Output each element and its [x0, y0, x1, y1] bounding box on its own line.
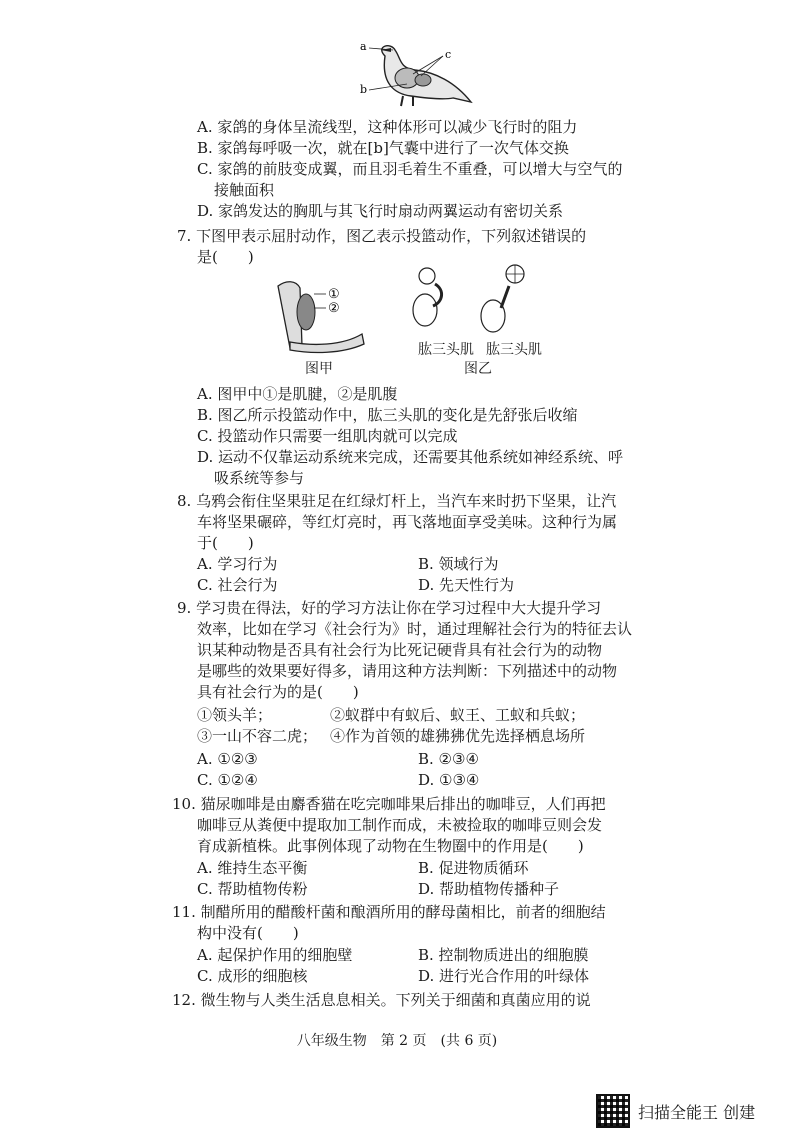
q9-item-1: ①领头羊；: [197, 706, 273, 724]
q8-option-c: C. 社会行为: [197, 576, 278, 594]
q7-option-d-cont: 吸系统等参与: [214, 469, 305, 487]
q9-item-2: ②蚁群中有蚁后、蚁王、工蚁和兵蚁；: [330, 706, 586, 724]
q9-item-4: ④作为首领的雄狒狒优先选择栖息场所: [330, 727, 586, 745]
q11-option-d: D. 进行光合作用的叶绿体: [418, 967, 590, 985]
page-footer: 八年级生物 第 2 页 (共 6 页): [296, 1033, 498, 1049]
pigeon-label-b: b: [360, 83, 368, 96]
q8-option-a: A. 学习行为: [197, 555, 278, 573]
q9-option-a: A. ①②③: [197, 750, 258, 768]
q6-option-b: B. 家鸽每呼吸一次，就在[b]气囊中进行了一次气体交换: [197, 139, 569, 157]
q9-item-3: ③一山不容二虎；: [197, 727, 318, 745]
q9-option-b: B. ②③④: [418, 750, 479, 768]
q10-option-d: D. 帮助植物传播种子: [418, 880, 560, 898]
fig-jia-caption: 图甲: [305, 361, 333, 377]
fig-yi-caption: 图乙: [464, 361, 492, 377]
q11-option-b: B. 控制物质进出的细胞膜: [418, 946, 589, 964]
q9-option-c: C. ①②④: [197, 771, 258, 789]
fig-yi-muscle-label-2: 肱三头肌: [486, 342, 542, 358]
q11-stem: 11. 制醋所用的醋酸杆菌和酿酒所用的酵母菌相比，前者的细胞结: [172, 903, 606, 921]
arm-flexion-figure: [272, 276, 372, 356]
q7-option-c: C. 投篮动作只需要一组肌肉就可以完成: [197, 427, 458, 445]
q7-option-b: B. 图乙所示投篮动作中，肱三头肌的变化是先舒张后收缩: [197, 406, 578, 424]
q8-option-b: B. 领域行为: [418, 555, 499, 573]
q10-stem-cont-1: 咖啡豆从粪便中提取加工制作而成，未被捡取的咖啡豆则会发: [197, 816, 603, 834]
q11-option-a: A. 起保护作用的细胞壁: [197, 946, 353, 964]
q10-stem: 10. 猫尿咖啡是由麝香猫在吃完咖啡果后排出的咖啡豆，人们再把: [172, 795, 606, 813]
q9-stem: 9. 学习贵在得法，好的学习方法让你在学习过程中大大提升学习: [177, 599, 602, 617]
fig-yi-muscle-label-1: 肱三头肌: [418, 342, 474, 358]
arm-label-2: ②: [328, 301, 340, 316]
q9-stem-cont-4: 具有社会行为的是( ): [197, 683, 359, 701]
q6-option-c: C. 家鸽的前肢变成翼，而且羽毛着生不重叠，可以增大与空气的: [197, 160, 623, 178]
q7-stem-cont: 是( ): [197, 248, 254, 266]
q12-stem: 12. 微生物与人类生活息息相关。下列关于细菌和真菌应用的说: [172, 991, 591, 1009]
q8-stem-cont-2: 于( ): [197, 534, 254, 552]
q8-option-d: D. 先天性行为: [418, 576, 515, 594]
q10-option-b: B. 促进物质循环: [418, 859, 529, 877]
q9-stem-cont-3: 是哪些的效果要好得多，请用这种方法判断：下列描述中的动物: [197, 662, 618, 680]
basketball-throw-figure: [405, 262, 545, 338]
pigeon-label-c: c: [445, 48, 452, 61]
q9-stem-cont-2: 识某种动物是否具有社会行为比死记硬背具有社会行为的动物: [197, 641, 603, 659]
arm-label-1: ①: [328, 287, 340, 302]
q7-option-d: D. 运动不仅靠运动系统来完成，还需要其他系统如神经系统、呼: [197, 448, 624, 466]
q8-stem: 8. 乌鸦会衔住坚果驻足在红绿灯杆上，当汽车来时扔下坚果，让汽: [177, 492, 617, 510]
q10-option-a: A. 维持生态平衡: [197, 859, 308, 877]
q10-stem-cont-2: 育成新植株。此事例体现了动物在生物圈中的作用是( ): [197, 837, 584, 855]
scanner-watermark: [596, 1096, 755, 1126]
q11-option-c: C. 成形的细胞核: [197, 967, 308, 985]
q10-option-c: C. 帮助植物传粉: [197, 880, 308, 898]
q11-stem-cont: 构中没有( ): [197, 924, 299, 942]
q7-stem: 7. 下图甲表示屈肘动作，图乙表示投篮动作，下列叙述错误的: [177, 227, 587, 245]
qr-code-icon: [596, 1094, 630, 1128]
q7-option-a: A. 图甲中①是肌腱，②是肌腹: [197, 385, 398, 403]
q9-stem-cont-1: 效率，比如在学习《社会行为》时，通过理解社会行为的特征去认: [197, 620, 633, 638]
q6-option-d: D. 家鸽发达的胸肌与其飞行时扇动两翼运动有密切关系: [197, 202, 564, 220]
watermark-text: 扫描全能王 创建: [638, 1102, 756, 1122]
q6-option-a: A. 家鸽的身体呈流线型，这种体形可以减少飞行时的阻力: [197, 118, 578, 136]
q8-stem-cont-1: 车将坚果碾碎，等红灯亮时，再飞落地面享受美味。这种行为属: [197, 513, 618, 531]
q6-option-c-cont: 接触面积: [214, 181, 275, 199]
q9-option-d: D. ①③④: [418, 771, 480, 789]
pigeon-figure: [355, 38, 475, 110]
pigeon-label-a: a: [360, 40, 367, 53]
